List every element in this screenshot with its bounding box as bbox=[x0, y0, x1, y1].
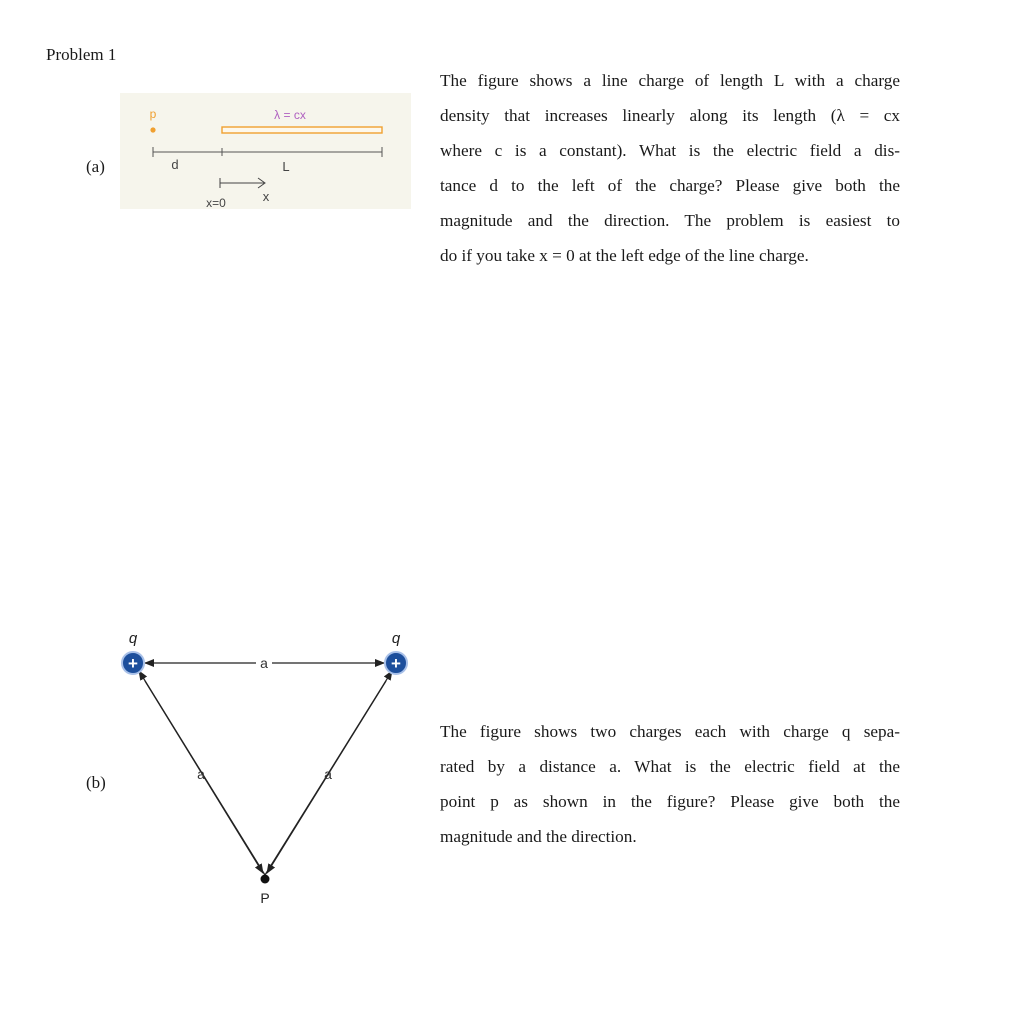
right-side-label: a bbox=[324, 766, 332, 782]
line-charge-figure bbox=[120, 93, 411, 209]
point-p-label: p bbox=[149, 107, 157, 121]
top-side-label: a bbox=[260, 655, 268, 671]
part-b-line: The figure shows two charges each with charge q sepa- bbox=[440, 722, 900, 741]
density-label: λ = cx bbox=[274, 108, 306, 122]
part-b-text bbox=[440, 714, 900, 854]
part-a-line: do if you take x = 0 at the left edge of the line charge. bbox=[440, 246, 809, 265]
triangle-charges-figure bbox=[108, 615, 428, 915]
part-b-line: rated by a distance a. What is the electric field at the bbox=[440, 757, 900, 776]
line-charge-diagram bbox=[120, 93, 411, 209]
left-charge bbox=[122, 652, 144, 674]
right-charge-label: q bbox=[391, 630, 401, 647]
length-l-label: L bbox=[282, 159, 290, 174]
part-a-text bbox=[440, 63, 900, 273]
part-a-line: The figure shows a line charge of length L with a charge bbox=[440, 71, 900, 90]
part-a-label: (a) bbox=[86, 157, 105, 176]
problem-title: Problem 1 bbox=[46, 45, 117, 64]
part-b-line: magnitude and the direction. bbox=[440, 827, 637, 846]
distance-d-label: d bbox=[171, 157, 179, 172]
origin-label: x=0 bbox=[206, 196, 226, 209]
part-b-label: (b) bbox=[86, 773, 106, 792]
point-p-marker bbox=[150, 127, 155, 132]
part-a-line: magnitude and the direction. The problem is easiest to bbox=[440, 211, 900, 230]
left-charge-plus-icon: + bbox=[128, 654, 138, 673]
x-axis-label: x bbox=[262, 189, 270, 204]
part-a-line: tance d to the left of the charge? Please give both the bbox=[440, 176, 900, 195]
left-side-label: a bbox=[197, 766, 205, 782]
left-charge-label: q bbox=[128, 630, 138, 647]
part-b-line: point p as shown in the figure? Please give both the bbox=[440, 792, 900, 811]
point-p-label: P bbox=[260, 890, 270, 906]
part-a-line: where c is a constant). What is the electric field a dis- bbox=[440, 141, 900, 160]
line-charge-rod bbox=[222, 127, 382, 133]
triangle-charges-diagram bbox=[108, 615, 428, 915]
part-a-line: density that increases linearly along its length (λ = cx bbox=[440, 106, 900, 125]
point-p-dot bbox=[261, 875, 270, 884]
right-charge-plus-icon: + bbox=[391, 654, 401, 673]
right-charge bbox=[385, 652, 407, 674]
